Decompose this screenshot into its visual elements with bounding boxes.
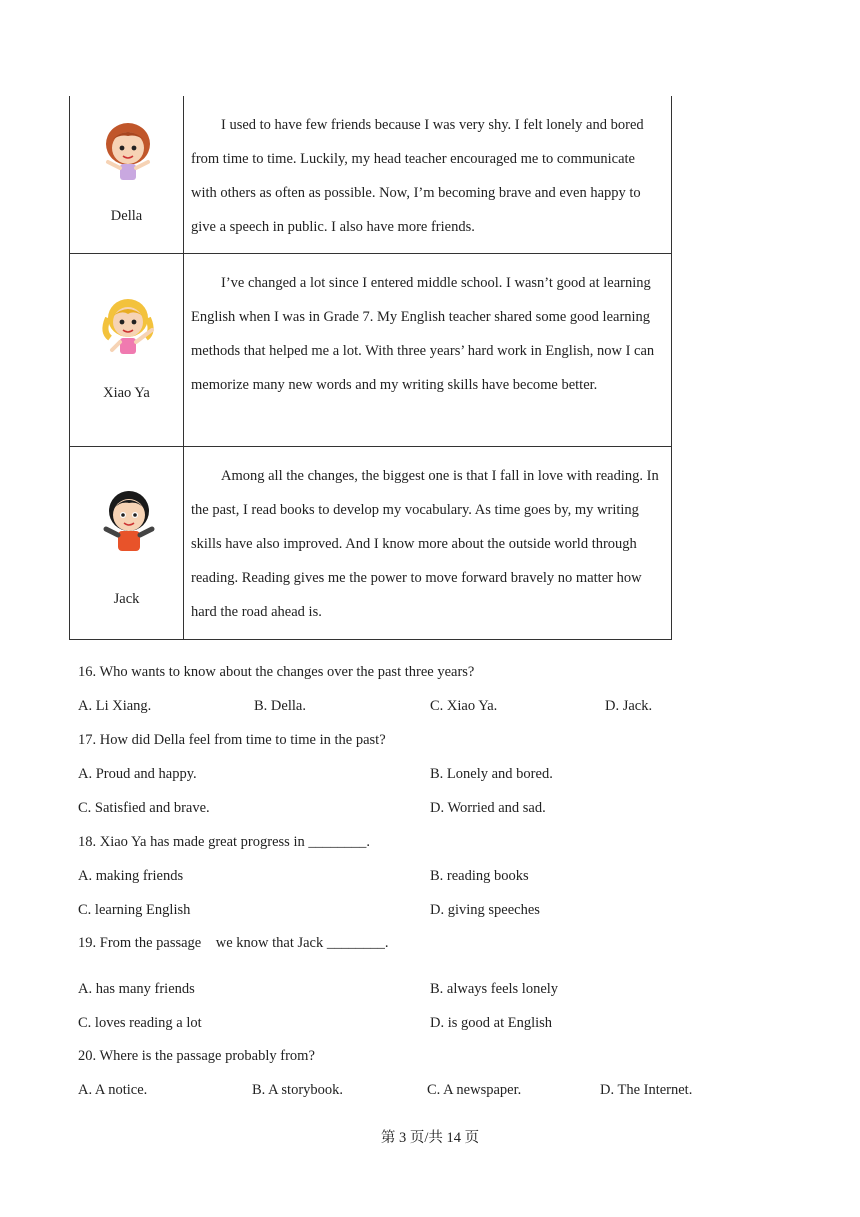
- option-a[interactable]: A. Li Xiang.: [78, 698, 152, 714]
- person-name: Della: [110, 208, 143, 224]
- table-row: [70, 254, 672, 447]
- question-17: 17. How did Della feel from time to time in the past?: [78, 732, 386, 748]
- option-c[interactable]: C. Satisfied and brave.: [78, 800, 210, 816]
- person-cell: [70, 96, 184, 254]
- person-name: Jack: [113, 591, 140, 607]
- passage-text: Among all the changes, the biggest one is that I fall in love with reading. In the past, I read books to develop my vocabulary. As time goes by, my writing skills have also improved. And I know more about the outside world through reading. Reading gives me the power to move forward bravely no matter how hard the road ahead is.: [191, 468, 659, 620]
- option-b[interactable]: B. Della.: [254, 698, 306, 714]
- option-d[interactable]: D. giving speeches: [430, 902, 540, 918]
- option-a[interactable]: A. Proud and happy.: [78, 766, 197, 782]
- question-19: 19. From the passage we know that Jack ________.: [78, 935, 389, 951]
- passage-text: I’ve changed a lot since I entered middle school. I wasn’t good at learning English when I was in Grade 7. My English teacher shared some good learning methods that helped me a lot. With three years’ hard work in English, now I can memorize many new words and my writing skills have become better.: [191, 275, 655, 393]
- question-16: 16. Who wants to know about the changes over the past three years?: [78, 664, 475, 680]
- option-d[interactable]: D. Worried and sad.: [430, 800, 546, 816]
- option-c[interactable]: C. A newspaper.: [427, 1082, 522, 1098]
- passage-table: [69, 96, 672, 640]
- option-d[interactable]: D. Jack.: [605, 698, 653, 714]
- option-b[interactable]: B. Lonely and bored.: [430, 766, 553, 782]
- option-b[interactable]: B. reading books: [430, 868, 529, 884]
- option-d[interactable]: D. The Internet.: [600, 1082, 693, 1098]
- option-a[interactable]: A. making friends: [78, 868, 184, 884]
- question-18: 18. Xiao Ya has made great progress in ________.: [78, 834, 370, 850]
- question-20: 20. Where is the passage probably from?: [78, 1048, 315, 1064]
- girl-xiao-ya-icon: [98, 294, 160, 364]
- table-row: [70, 96, 672, 254]
- girl-della-icon: [98, 118, 158, 188]
- option-a[interactable]: A. has many friends: [78, 981, 195, 997]
- option-b[interactable]: B. always feels lonely: [430, 981, 559, 997]
- person-cell: [70, 254, 184, 447]
- passage-text: I used to have few friends because I was very shy. I felt lonely and bored from time to time. Luckily, my head teacher encouraged me to communicate with others as often as possible. Now, I’m becoming brave and even happy to give a speech in public. I also have more friends.: [191, 117, 644, 235]
- boy-jack-icon: [98, 485, 160, 557]
- option-c[interactable]: C. loves reading a lot: [78, 1015, 202, 1031]
- option-c[interactable]: C. learning English: [78, 902, 191, 918]
- option-a[interactable]: A. A notice.: [78, 1082, 148, 1098]
- person-cell: [70, 447, 184, 640]
- passage-cell: [184, 447, 672, 640]
- page-footer: 第 3 页/共 14 页: [380, 1130, 480, 1146]
- person-name: Xiao Ya: [103, 385, 150, 401]
- passage-cell: [184, 254, 672, 447]
- table-row: [70, 447, 672, 640]
- option-d[interactable]: D. is good at English: [430, 1015, 553, 1031]
- option-b[interactable]: B. A storybook.: [252, 1082, 344, 1098]
- passage-cell: [184, 96, 672, 254]
- option-c[interactable]: C. Xiao Ya.: [430, 698, 498, 714]
